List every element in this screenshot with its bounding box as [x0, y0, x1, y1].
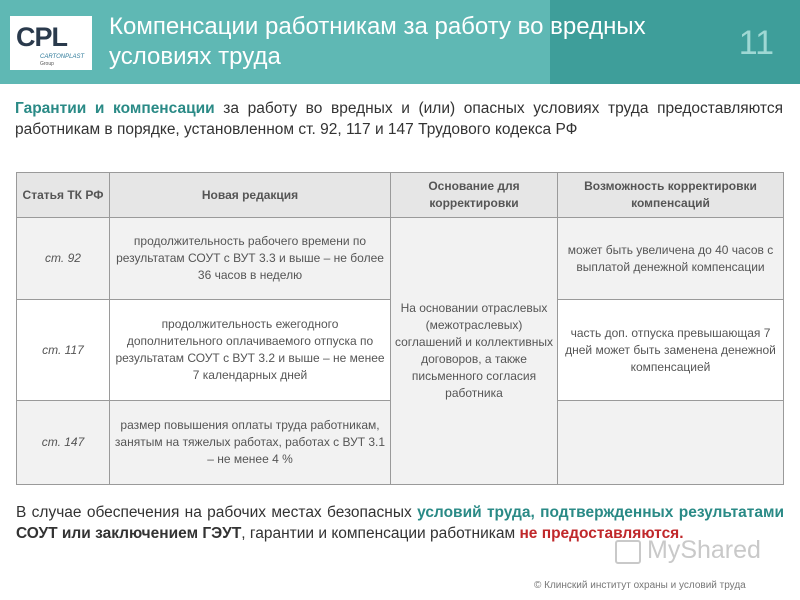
conclusion-alert: не предоставляются. — [519, 525, 684, 542]
slide-title: Компенсации работникам за работу во вредных условиях труда — [109, 13, 646, 70]
column-header: Новая редакция — [110, 173, 391, 218]
company-logo — [10, 16, 92, 70]
intro-accent: Гарантии и компенсации — [15, 100, 215, 117]
new-edition-cell: продолжительность ежегодного дополнительного оплачиваемого отпуска по результатам СОУТ с ВУТ 3.2 и выше – не менее 7 календарных дней — [110, 300, 391, 401]
intro-text: за работу во вредных и (или) опасных условиях труда предоставляются работникам в порядке, установленном ст. 92, 117 и 147 Трудового кодекса РФ — [15, 100, 783, 138]
column-header: Статья ТК РФ — [17, 173, 110, 218]
copyright-text: © Клинский институт охраны и условий труда — [534, 580, 746, 591]
intro-paragraph — [15, 98, 783, 140]
possibility-cell — [558, 401, 784, 485]
logo-text: CPL — [16, 22, 67, 52]
table-row — [17, 218, 784, 300]
new-edition-cell: продолжительность рабочего времени по результатам СОУТ с ВУТ 3.3 и выше – не более 36 часов в неделю — [110, 218, 391, 300]
logo-subtext-group: Group — [40, 61, 54, 67]
possibility-cell: часть доп. отпуска превышающая 7 дней может быть заменена денежной компенсацией — [558, 300, 784, 401]
conclusion-bold: СОУТ или заключением ГЭУТ — [16, 525, 242, 542]
header-bar — [0, 0, 800, 84]
possibility-cell: может быть увеличена до 40 часов с выплатой денежной компенсации — [558, 218, 784, 300]
conclusion-highlight: условий труда, подтвержденных результатами — [417, 504, 784, 521]
conclusion-part: В случае обеспечения на рабочих местах безопасных — [16, 504, 418, 521]
watermark-text: MyShared — [647, 536, 761, 564]
compensation-table — [16, 172, 784, 485]
basis-cell: На основании отраслевых (межотраслевых) соглашений и коллективных договоров, а также письменного согласия работника — [391, 218, 558, 485]
article-cell: ст. 117 — [17, 300, 110, 401]
table-header-row — [17, 173, 784, 218]
conclusion-part: , гарантии и компенсации работникам — [241, 525, 520, 542]
column-header: Основание для корректировки — [391, 173, 558, 218]
new-edition-cell: размер повышения оплаты труда работникам, занятым на тяжелых работах, работах с ВУТ 3.1 – не менее 4 % — [110, 401, 391, 485]
article-cell: ст. 92 — [17, 218, 110, 300]
presentation-icon — [615, 540, 641, 564]
slide-number: 11 — [738, 24, 774, 62]
logo-subtext: CARTONPLAST — [40, 54, 85, 60]
article-cell: ст. 147 — [17, 401, 110, 485]
column-header: Возможность корректировки компенсаций — [558, 173, 784, 218]
